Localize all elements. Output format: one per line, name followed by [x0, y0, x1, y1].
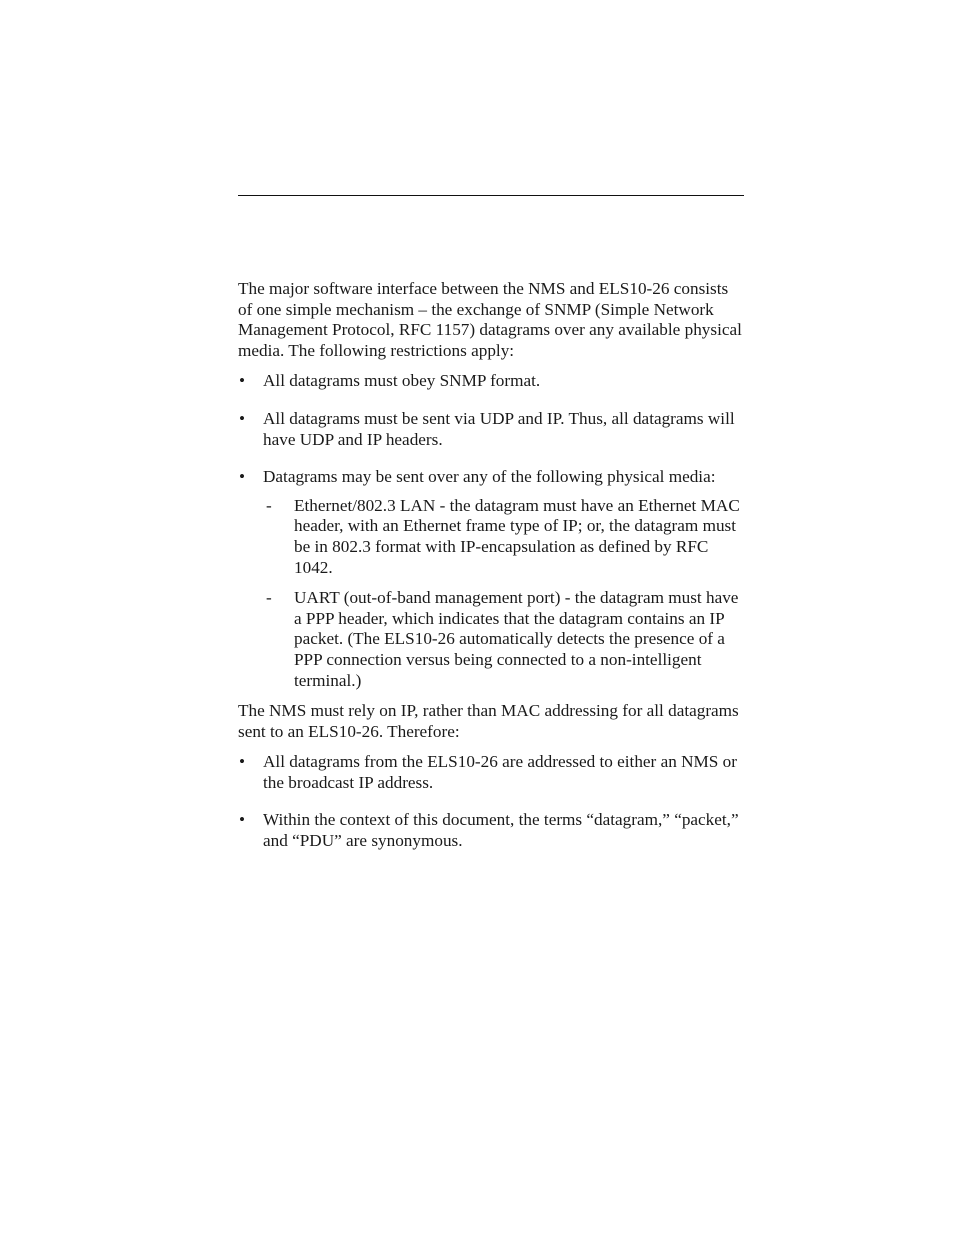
addressing-list — [238, 752, 744, 851]
restriction-item — [238, 467, 744, 691]
media-item — [238, 496, 744, 578]
restriction-item — [238, 371, 744, 392]
media-item — [238, 588, 744, 691]
bullet-icon: • — [239, 467, 246, 487]
restriction-text: All datagrams must be sent via UDP and IP. Thus, all datagrams will have UDP and IP headers. — [263, 408, 735, 449]
dash-icon: - — [266, 495, 272, 515]
media-text: Ethernet/802.3 LAN - the datagram must have an Ethernet MAC header, with an Ethernet frame type of IP; or, the datagram must be in 802.3 format with IP-encapsulation as defined by RFC 1042. — [294, 495, 740, 577]
bullet-icon: • — [239, 810, 246, 830]
addressing-item — [238, 752, 744, 793]
dash-icon: - — [266, 588, 272, 608]
intro-paragraph: The major software interface between the NMS and ELS10-26 consists of one simple mechanism – the exchange of SNMP (Simple Network Management Protocol, RFC 1157) datagrams over any available physical media. The following restrictions apply: — [238, 279, 742, 360]
bullet-icon: • — [239, 408, 246, 428]
restrictions-list — [238, 371, 744, 691]
restriction-text: All datagrams must obey SNMP format. — [263, 371, 541, 391]
addressing-item — [238, 810, 744, 851]
bullet-icon: • — [239, 752, 246, 772]
addressing-paragraph: The NMS must rely on IP, rather than MAC addressing for all datagrams sent to an ELS10-26. Therefore: — [238, 701, 739, 741]
restriction-text: Datagrams may be sent over any of the following physical media: — [263, 467, 716, 487]
media-list — [238, 496, 744, 691]
bullet-icon: • — [239, 371, 246, 391]
media-text: UART (out-of-band management port) - the datagram must have a PPP header, which indicates that the datagram contains an IP packet. (The ELS10-26 automatically detects the presence of a PPP connection versus being connected to a non-intelligent terminal.) — [294, 588, 739, 690]
page-body — [238, 279, 744, 869]
header-rule — [238, 195, 744, 196]
addressing-text: All datagrams from the ELS10-26 are addressed to either an NMS or the broadcast IP address. — [263, 752, 737, 792]
restriction-item — [238, 409, 744, 450]
addressing-text: Within the context of this document, the terms “datagram,” “packet,” and “PDU” are synonymous. — [263, 810, 739, 851]
